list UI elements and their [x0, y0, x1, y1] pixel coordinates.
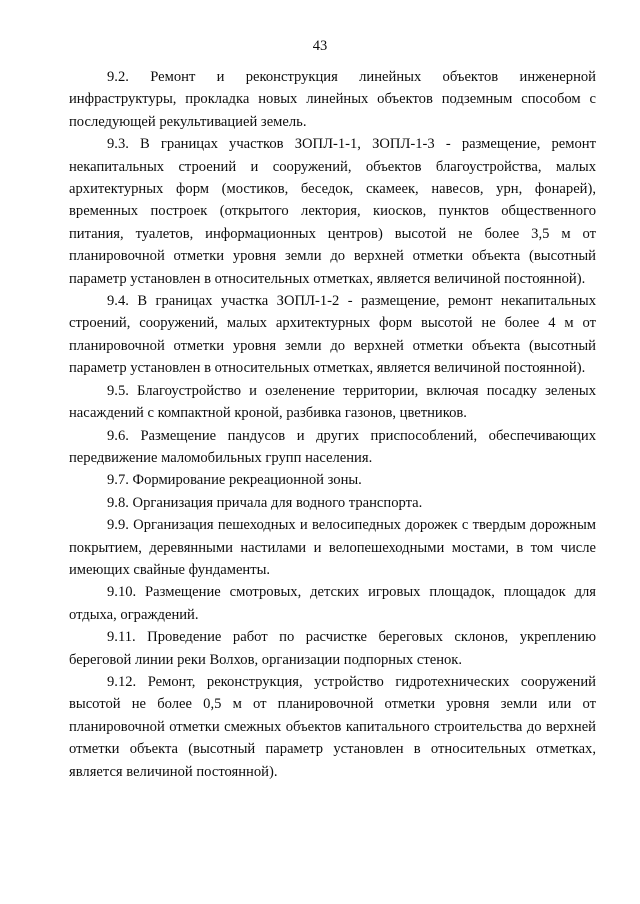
clause-9-5: 9.5. Благоустройство и озеленение территории, включая посадку зеленых насаждений с компактной кроной, разбивка газонов, цветников.	[69, 382, 596, 422]
clause-9-8: 9.8. Организация причала для водного транспорта.	[107, 494, 423, 511]
page-number: 43	[312, 38, 328, 54]
clause-9-6: 9.6. Размещение пандусов и других приспособлений, обеспечивающих передвижение маломобильных групп населения.	[69, 427, 596, 466]
document-body	[69, 66, 596, 783]
clause-9-7: 9.7. Формирование рекреационной зоны.	[107, 472, 362, 489]
clause-9-4: 9.4. В границах участка ЗОПЛ-1-2 - размещение, ремонт некапитальных строений, сооружений, малых архитектурных форм высотой не более 4 м от планировочной отметки уровня земли до верхней отметки объекта (высотный параметр установлен в относительных отметках, является величиной постоянной).	[69, 293, 596, 377]
clause-9-3: 9.3. В границах участков ЗОПЛ-1-1, ЗОПЛ-1-3 - размещение, ремонт некапитальных строений и сооружений, объектов благоустройства, малых архитектурных форм (мостиков, беседок, скамеек, навесов, урн, фонарей), временных построек (открытого лектория, киосков, пунктов общественного питания, туалетов, информационных центров) высотой не более 3,5 м от планировочной отметки уровня земли до верхней отметки объекта (высотный параметр установлен в относительных отметках, является величиной постоянной).	[69, 136, 596, 287]
clause-9-11: 9.11. Проведение работ по расчистке береговых склонов, укреплению береговой линии реки Волхов, организации подпорных стенок.	[69, 629, 596, 668]
clause-9-9: 9.9. Организация пешеходных и велосипедных дорожек с твердым дорожным покрытием, деревянными настилами и велопешеходными мостами, в том числе имеющих свайные фундаменты.	[69, 517, 596, 578]
clause-9-12: 9.12. Ремонт, реконструкция, устройство гидротехнических сооружений высотой не более 0,5 м от планировочной отметки уровня земли или от планировочной отметки смежных объектов капитального строительства до верхней отметки объекта (высотный параметр установлен в относительных отметках, является величиной постоянной).	[69, 673, 596, 780]
clause-9-10: 9.10. Размещение смотровых, детских игровых площадок, площадок для отдыха, ограждений.	[69, 584, 596, 623]
clause-9-2: 9.2. Ремонт и реконструкция линейных объектов инженерной инфраструктуры, прокладка новых линейных объектов подземным способом с последующей рекультивацией земель.	[69, 69, 596, 130]
